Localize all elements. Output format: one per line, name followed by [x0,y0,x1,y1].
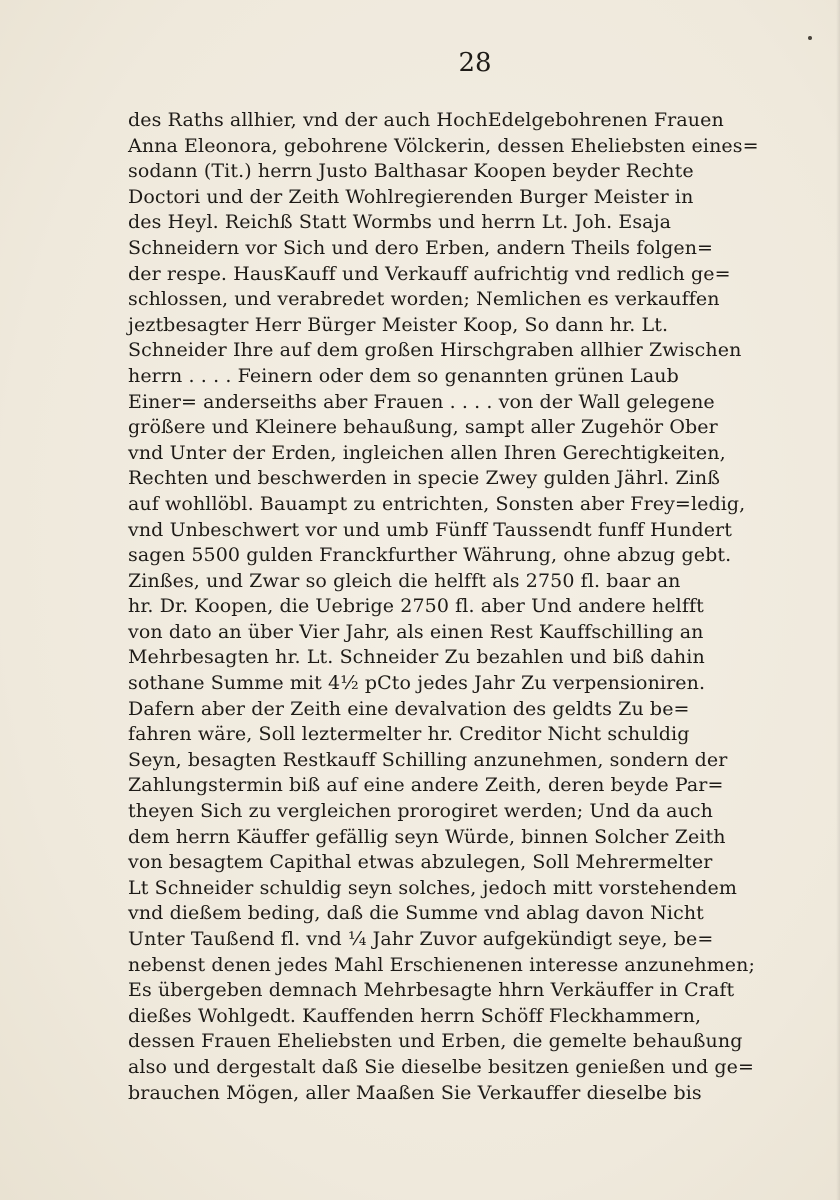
page-number: 28 [458,48,492,78]
text-line: fahren wäre, Soll leztermelter hr. Creditor Nicht schuldig [128,723,690,746]
text-line: theyen Sich zu vergleichen prorogiret werden; Und da auch [128,800,713,823]
text-line: Mehrbesagten hr. Lt. Schneider Zu bezahlen und biß dahin [128,646,705,669]
text-line: der respe. HausKauff und Verkauff aufrichtig vnd redlich ge= [128,262,731,285]
body-text [128,108,828,1106]
text-line: Rechten und beschwerden in specie Zwey gulden Jährl. Zinß [128,467,721,490]
text-line: sothane Summe mit 4½ pCto jedes Jahr Zu verpensioniren. [128,672,706,695]
text-line: von dato an über Vier Jahr, als einen Rest Kauffschilling an [128,620,704,643]
text-line: größere und Kleinere behaußung, sampt aller Zugehör Ober [128,416,718,439]
text-line: dießes Wohlgedt. Kauffenden herrn Schöff Fleckhammern, [128,1004,702,1027]
text-line: nebenst denen jedes Mahl Erschienenen interesse anzunehmen; [128,953,755,976]
text-line: Einer= anderseiths aber Frauen . . . . von der Wall gelegene [128,390,715,413]
text-line: Schneider Ihre auf dem großen Hirschgraben allhier Zwischen [128,339,742,362]
text-line: brauchen Mögen, aller Maaßen Sie Verkauffer dieselbe bis [128,1081,702,1104]
text-line: also und dergestalt daß Sie dieselbe besitzen genießen und ge= [128,1055,755,1078]
text-line: dem herrn Käuffer gefällig seyn Würde, binnen Solcher Zeith [128,825,726,848]
text-line: des Raths allhier, vnd der auch HochEdelgebohrenen Frauen [128,109,724,131]
text-line: Zahlungstermin biß auf eine andere Zeith, deren beyde Par= [128,774,724,797]
page-edge-shadow [836,0,840,1200]
text-line: Zinßes, und Zwar so gleich die helfft als 2750 fl. baar an [128,569,681,592]
text-line: hr. Dr. Koopen, die Uebrige 2750 fl. aber Und andere helfft [128,595,704,618]
text-line: sodann (Tit.) herrn Justo Balthasar Koopen beyder Rechte [128,160,694,183]
text-line: vnd dießem beding, daß die Summe vnd ablag davon Nicht [128,902,704,925]
text-line: dessen Frauen Eheliebsten und Erben, die gemelte behaußung [128,1030,743,1053]
text-line: Seyn, besagten Restkauff Schilling anzunehmen, sondern der [128,748,728,771]
text-line: Lt Schneider schuldig seyn solches, jedoch mitt vorstehendem [128,876,737,899]
text-line: Unter Taußend fl. vnd ¼ Jahr Zuvor aufgekündigt seye, be= [128,928,714,950]
text-line: Anna Eleonora, gebohrene Völckerin, dessen Eheliebsten eines= [128,134,759,157]
text-line: herrn . . . . Feinern oder dem so genannten grünen Laub [128,364,679,387]
ink-speck [808,36,812,40]
text-line: Doctori und der Zeith Wohlregierenden Burger Meister in [128,185,694,208]
text-line: Schneidern vor Sich und dero Erben, andern Theils folgen= [128,236,714,259]
text-line: jeztbesagter Herr Bürger Meister Koop, So dann hr. Lt. [128,313,669,336]
text-line: sagen 5500 gulden Franckfurther Währung, ohne abzug gebt. [128,544,732,567]
text-line: des Heyl. Reichß Statt Wormbs und herrn Lt. Joh. Esaja [128,211,672,234]
text-line: auf wohllöbl. Bauampt zu entrichten, Sonsten aber Frey=ledig, [128,492,746,515]
text-line: vnd Unbeschwert vor und umb Fünff Taussendt funff Hundert [128,518,732,541]
text-line: von besagtem Capithal etwas abzulegen, Soll Mehrermelter [128,851,713,874]
text-line: schlossen, und verabredet worden; Nemlichen es verkauffen [128,288,720,311]
text-line: Es übergeben demnach Mehrbesagte hhrn Verkäuffer in Craft [128,979,735,1002]
text-line: vnd Unter der Erden, ingleichen allen Ihren Gerechtigkeiten, [128,441,726,464]
text-line: Dafern aber der Zeith eine devalvation des geldts Zu be= [128,697,690,720]
